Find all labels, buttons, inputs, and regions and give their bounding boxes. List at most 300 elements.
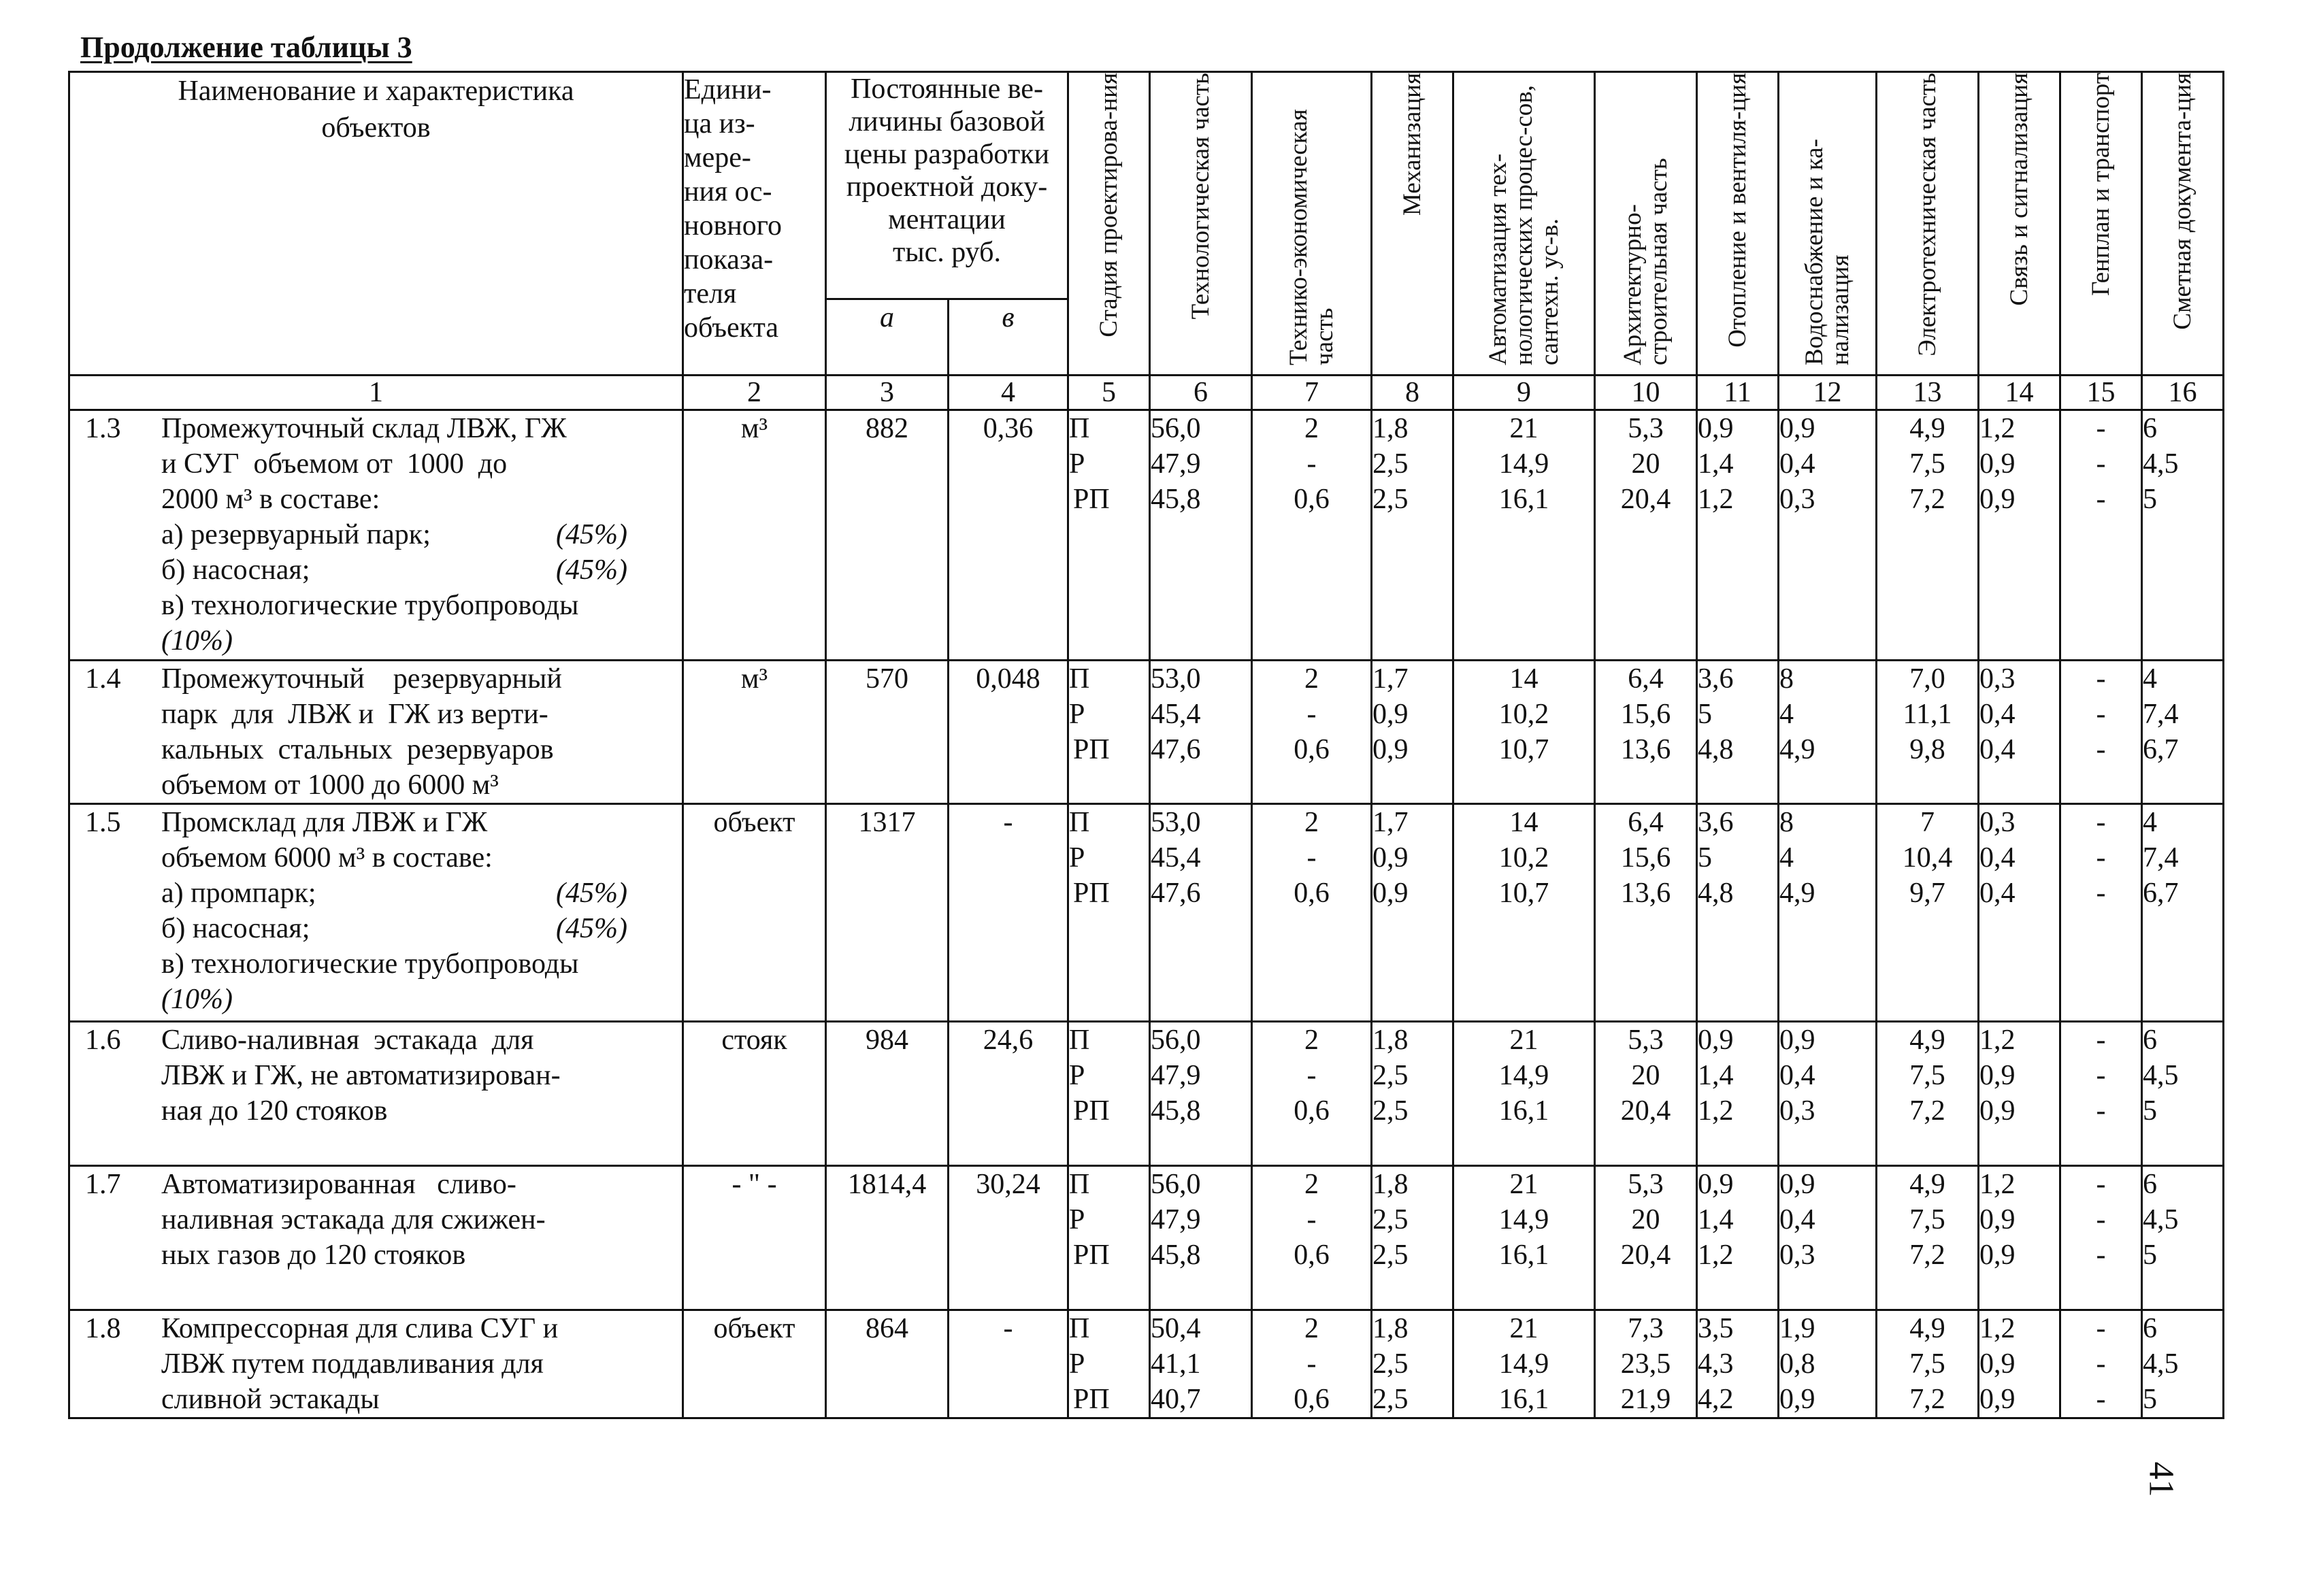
percent-value: 6,4 <box>1628 663 1664 695</box>
percent-value: 9,7 <box>1909 878 1945 909</box>
object-name-line: б) насосная; <box>161 913 310 944</box>
percent-value: 10,4 <box>1902 842 1953 874</box>
percent-value: 0,3 <box>1779 1095 1815 1127</box>
percent-value: - <box>2096 448 2106 480</box>
percent-cell-water <box>1779 661 1877 804</box>
percent-cell-mech <box>1372 804 1453 1022</box>
object-name-line: в) технологические трубопроводы <box>161 590 579 621</box>
header-constants-line: цены разработки <box>844 139 1050 170</box>
percent-value: 7,2 <box>1909 484 1945 515</box>
percent-cell-genplan <box>2060 1166 2142 1310</box>
percent-cell-auto <box>1453 1166 1595 1310</box>
percent-value: 1,2 <box>1979 1025 2016 1056</box>
percent-value: 0,9 <box>1698 1025 1734 1056</box>
percent-value: 5,3 <box>1628 1025 1664 1056</box>
percent-value: 14 <box>1509 663 1539 695</box>
percent-value: 0,9 <box>1779 1169 1815 1200</box>
percent-value: 23,5 <box>1620 1348 1671 1380</box>
percent-cell-elec <box>1877 804 1979 1022</box>
percent-value: - <box>2096 699 2106 730</box>
header-col-comm: Связь и сигнализация <box>1979 72 2060 376</box>
stage-label: РП <box>1073 1384 1110 1415</box>
percent-value: 3,5 <box>1698 1313 1734 1344</box>
percent-value: 0,3 <box>1979 807 2016 838</box>
object-name-line: объемом от 1000 до 6000 м³ <box>161 769 499 801</box>
percent-cell-comm <box>1979 804 2060 1022</box>
percent-value: 7,4 <box>2143 842 2179 874</box>
percent-value: 0,4 <box>1779 1204 1815 1235</box>
header-sub-a: а <box>826 299 949 376</box>
percent-value: 4,5 <box>2143 1348 2179 1380</box>
object-share-percent: (45%) <box>556 913 627 944</box>
column-number: 5 <box>1068 376 1150 410</box>
percent-value: 2 <box>1304 807 1319 838</box>
object-name-line: объемом 6000 м³ в составе: <box>161 842 493 874</box>
percent-value: 1,2 <box>1698 1095 1734 1127</box>
object-name-line: (10%) <box>161 984 233 1015</box>
stage-label: РП <box>1073 734 1110 765</box>
header-unit-line: ца из- <box>684 108 755 139</box>
object-cell <box>69 661 683 804</box>
stage-label: Р <box>1069 842 1085 874</box>
base-price-b-cell: 24,6 <box>949 1022 1068 1166</box>
percent-cell-tech <box>1150 1310 1252 1418</box>
object-name-line: Промежуточный резервуарный <box>161 663 562 695</box>
percent-value: 21 <box>1509 1025 1539 1056</box>
percent-cell-genplan <box>2060 661 2142 804</box>
percent-value: 10,7 <box>1498 734 1549 765</box>
percent-value: 21,9 <box>1620 1384 1671 1415</box>
object-cell <box>69 410 683 661</box>
percent-cell-tech <box>1150 410 1252 661</box>
percent-value: 4,9 <box>1909 1169 1945 1200</box>
percent-cell-elec <box>1877 410 1979 661</box>
percent-value: 4,8 <box>1698 878 1734 909</box>
percent-value: 14 <box>1509 807 1539 838</box>
percent-value: 7,4 <box>2143 699 2179 730</box>
percent-value: 16,1 <box>1498 484 1549 515</box>
object-cell <box>69 1022 683 1166</box>
object-name-line: Промежуточный склад ЛВЖ, ГЖ <box>161 413 567 444</box>
object-name-line: Автоматизированная сливо- <box>161 1169 516 1200</box>
header-unit-cell <box>683 72 826 376</box>
percent-value: 10,7 <box>1498 878 1549 909</box>
percent-value: 1,2 <box>1698 1240 1734 1271</box>
percent-value: 4 <box>2143 807 2157 838</box>
stage-cell <box>1068 1166 1150 1310</box>
percent-value: 16,1 <box>1498 1384 1549 1415</box>
percent-cell-comm <box>1979 410 2060 661</box>
percent-value: 45,8 <box>1151 1095 1201 1127</box>
percent-value: 45,4 <box>1151 842 1201 874</box>
percent-value: 8 <box>1779 663 1794 695</box>
header-constants-cell <box>826 72 1068 299</box>
header-unit-line: новного <box>684 210 782 242</box>
percent-value: 5 <box>2143 484 2157 515</box>
percent-value: 2 <box>1304 413 1319 444</box>
percent-value: 6,7 <box>2143 734 2179 765</box>
percent-value: 2,5 <box>1372 484 1409 515</box>
percent-value: 4,9 <box>1779 878 1815 909</box>
percent-cell-tech <box>1150 804 1252 1022</box>
percent-value: - <box>2096 878 2106 909</box>
percent-value: 0,9 <box>1979 1384 2016 1415</box>
percent-value: 47,9 <box>1151 1060 1201 1091</box>
percent-value: - <box>2096 1348 2106 1380</box>
stage-label: Р <box>1069 1348 1085 1380</box>
stage-label: П <box>1069 663 1090 695</box>
percent-cell-heat <box>1697 1022 1779 1166</box>
percent-value: 4,9 <box>1909 1025 1945 1056</box>
stage-label: П <box>1069 1313 1090 1344</box>
stage-label: П <box>1069 1025 1090 1056</box>
percent-value: 1,8 <box>1372 1169 1409 1200</box>
percent-value: 1,7 <box>1372 663 1409 695</box>
percent-value: 53,0 <box>1151 807 1201 838</box>
percent-cell-tech <box>1150 661 1252 804</box>
header-col-water: Водоснабжение и ка-нализация <box>1779 72 1877 376</box>
header-name-cell: Наименование и характеристика объектов <box>69 72 683 376</box>
percent-value: 1,7 <box>1372 807 1409 838</box>
object-name-line: а) промпарк; <box>161 878 316 909</box>
percent-value: 56,0 <box>1151 1169 1201 1200</box>
object-name-line: б) насосная; <box>161 554 310 586</box>
percent-value: 4,8 <box>1698 734 1734 765</box>
percent-cell-heat <box>1697 410 1779 661</box>
percent-value: 7 <box>1920 807 1935 838</box>
header-sub-b: в <box>949 299 1068 376</box>
column-number: 3 <box>826 376 949 410</box>
percent-value: - <box>2096 1204 2106 1235</box>
percent-value: 6 <box>2143 1313 2157 1344</box>
percent-cell-estimate <box>2142 1310 2224 1418</box>
percent-cell-auto <box>1453 1310 1595 1418</box>
percent-cell-econ <box>1252 410 1372 661</box>
object-name-line: ных газов до 120 стояков <box>161 1240 466 1271</box>
percent-value: 13,6 <box>1620 734 1671 765</box>
base-price-b-cell: - <box>949 1310 1068 1418</box>
object-cell <box>69 1310 683 1418</box>
price-table <box>68 71 2224 1419</box>
base-price-b-cell: 30,24 <box>949 1166 1068 1310</box>
percent-value: 2,5 <box>1372 1204 1409 1235</box>
percent-cell-econ <box>1252 1166 1372 1310</box>
percent-value: 2 <box>1304 663 1319 695</box>
stage-cell <box>1068 1310 1150 1418</box>
column-number: 11 <box>1697 376 1779 410</box>
percent-value: 21 <box>1509 413 1539 444</box>
percent-value: 8 <box>1779 807 1794 838</box>
base-price-a-cell: 1814,4 <box>826 1166 949 1310</box>
column-number: 12 <box>1779 376 1877 410</box>
percent-cell-heat <box>1697 1310 1779 1418</box>
percent-value: 0,9 <box>1979 448 2016 480</box>
header-col-genplan: Генплан и транспорт <box>2060 72 2142 376</box>
header-col-stage: Стадия проектирова-ния <box>1068 72 1150 376</box>
object-cell <box>69 1166 683 1310</box>
percent-cell-econ <box>1252 661 1372 804</box>
percent-value: - <box>2096 1095 2106 1127</box>
object-share-percent: (45%) <box>556 554 627 586</box>
stage-cell <box>1068 661 1150 804</box>
percent-cell-tech <box>1150 1022 1252 1166</box>
object-name-line: сливной эстакады <box>161 1384 380 1415</box>
percent-cell-heat <box>1697 804 1779 1022</box>
percent-value: - <box>1306 448 1317 480</box>
percent-cell-auto <box>1453 804 1595 1022</box>
percent-value: - <box>2096 1240 2106 1271</box>
percent-cell-arch <box>1595 1166 1697 1310</box>
unit-cell: м³ <box>683 661 826 804</box>
percent-value: 4,5 <box>2143 1204 2179 1235</box>
percent-value: 45,4 <box>1151 699 1201 730</box>
column-number: 15 <box>2060 376 2142 410</box>
percent-value: 4 <box>2143 663 2157 695</box>
percent-value: 0,6 <box>1294 1384 1330 1415</box>
header-constants-line: ментации <box>888 204 1006 235</box>
object-name-line: кальных стальных резервуаров <box>161 734 554 765</box>
percent-cell-econ <box>1252 1022 1372 1166</box>
percent-value: - <box>1306 1060 1317 1091</box>
percent-value: - <box>2096 1025 2106 1056</box>
percent-value: 13,6 <box>1620 878 1671 909</box>
percent-value: 2,5 <box>1372 1060 1409 1091</box>
percent-value: 1,8 <box>1372 1313 1409 1344</box>
percent-value: 5,3 <box>1628 1169 1664 1200</box>
stage-label: Р <box>1069 699 1085 730</box>
table-row <box>69 410 2224 661</box>
percent-value: 1,2 <box>1979 1169 2016 1200</box>
percent-cell-water <box>1779 410 1877 661</box>
table-row <box>69 1022 2224 1166</box>
percent-value: - <box>2096 1313 2106 1344</box>
percent-value: - <box>2096 413 2106 444</box>
stage-label: РП <box>1073 484 1110 515</box>
percent-value: 14,9 <box>1498 1060 1549 1091</box>
percent-cell-heat <box>1697 1166 1779 1310</box>
percent-value: 5 <box>2143 1384 2157 1415</box>
object-name-line: Сливо-наливная эстакада для <box>161 1025 534 1056</box>
percent-cell-estimate <box>2142 1166 2224 1310</box>
percent-value: 7,0 <box>1909 663 1945 695</box>
percent-value: 1,2 <box>1979 1313 2016 1344</box>
percent-value: 0,6 <box>1294 484 1330 515</box>
percent-value: 5 <box>2143 1240 2157 1271</box>
percent-cell-elec <box>1877 661 1979 804</box>
percent-cell-genplan <box>2060 804 2142 1022</box>
percent-value: 0,4 <box>1979 842 2016 874</box>
percent-value: 1,4 <box>1698 1204 1734 1235</box>
base-price-a-cell: 1317 <box>826 804 949 1022</box>
percent-value: 14,9 <box>1498 1348 1549 1380</box>
percent-value: 0,9 <box>1979 484 2016 515</box>
object-name-line: парк для ЛВЖ и ГЖ из верти- <box>161 699 548 730</box>
header-constants-line: Постоянные ве- <box>851 73 1043 105</box>
unit-cell: - " - <box>683 1166 826 1310</box>
header-col-heat: Отопление и вентиля-ция <box>1697 72 1779 376</box>
header-col-mech: Механизация <box>1372 72 1453 376</box>
header-col-estimate: Сметная документа-ция <box>2142 72 2224 376</box>
percent-value: 0,6 <box>1294 878 1330 909</box>
percent-cell-comm <box>1979 1022 2060 1166</box>
percent-value: 45,8 <box>1151 1240 1201 1271</box>
percent-cell-arch <box>1595 1310 1697 1418</box>
percent-value: 2 <box>1304 1313 1319 1344</box>
column-number: 16 <box>2142 376 2224 410</box>
header-col-tech: Технологическая часть <box>1150 72 1252 376</box>
stage-label: Р <box>1069 1060 1085 1091</box>
base-price-a-cell: 864 <box>826 1310 949 1418</box>
header-col-econ: Технико-экономическая часть <box>1252 72 1372 376</box>
object-share-percent: (45%) <box>556 519 627 550</box>
percent-value: 15,6 <box>1620 842 1671 874</box>
stage-label: РП <box>1073 1240 1110 1271</box>
percent-value: 11,1 <box>1903 699 1952 730</box>
percent-cell-mech <box>1372 1166 1453 1310</box>
percent-value: 3,6 <box>1698 663 1734 695</box>
percent-cell-water <box>1779 1166 1877 1310</box>
base-price-a-cell: 882 <box>826 410 949 661</box>
object-number: 1.5 <box>85 807 121 838</box>
object-name-line: в) технологические трубопроводы <box>161 948 579 980</box>
percent-value: 0,6 <box>1294 734 1330 765</box>
table-row <box>69 804 2224 1022</box>
percent-cell-comm <box>1979 661 2060 804</box>
percent-value: 0,9 <box>1979 1095 2016 1127</box>
percent-cell-auto <box>1453 1022 1595 1166</box>
percent-value: 0,9 <box>1372 842 1409 874</box>
object-name-line: ЛВЖ и ГЖ, не автоматизирован- <box>161 1060 561 1091</box>
percent-value: 0,8 <box>1779 1348 1815 1380</box>
percent-value: 1,9 <box>1779 1313 1815 1344</box>
header-unit-line: теля <box>684 278 737 310</box>
percent-value: 5 <box>1698 842 1712 874</box>
header-unit-line: Едини- <box>684 74 772 105</box>
percent-value: 0,4 <box>1779 1060 1815 1091</box>
stage-cell <box>1068 1022 1150 1166</box>
stage-label: РП <box>1073 878 1110 909</box>
percent-value: 0,9 <box>1372 734 1409 765</box>
object-share-percent: (45%) <box>556 878 627 909</box>
percent-cell-estimate <box>2142 804 2224 1022</box>
percent-value: 7,3 <box>1628 1313 1664 1344</box>
object-number: 1.3 <box>85 413 121 444</box>
percent-value: - <box>2096 1060 2106 1091</box>
percent-cell-auto <box>1453 661 1595 804</box>
percent-value: 3,6 <box>1698 807 1734 838</box>
header-col-elec: Электротехническая часть <box>1877 72 1979 376</box>
object-cell <box>69 804 683 1022</box>
percent-value: - <box>2096 842 2106 874</box>
percent-cell-genplan <box>2060 1310 2142 1418</box>
percent-value: 0,6 <box>1294 1095 1330 1127</box>
percent-value: 45,8 <box>1151 484 1201 515</box>
percent-value: 0,9 <box>1698 1169 1734 1200</box>
percent-value: 0,9 <box>1779 1384 1815 1415</box>
percent-value: 2 <box>1304 1169 1319 1200</box>
percent-cell-water <box>1779 1022 1877 1166</box>
percent-value: 7,2 <box>1909 1384 1945 1415</box>
stage-label: РП <box>1073 1095 1110 1127</box>
percent-value: 4 <box>1779 842 1794 874</box>
stage-label: П <box>1069 807 1090 838</box>
unit-cell: объект <box>683 1310 826 1418</box>
object-name-line: наливная эстакада для сжижен- <box>161 1204 546 1235</box>
percent-cell-tech <box>1150 1166 1252 1310</box>
column-number: 8 <box>1372 376 1453 410</box>
percent-value: 16,1 <box>1498 1240 1549 1271</box>
table-row <box>69 1166 2224 1310</box>
percent-value: 4,2 <box>1698 1384 1734 1415</box>
base-price-b-cell: 0,36 <box>949 410 1068 661</box>
percent-value: 2,5 <box>1372 448 1409 480</box>
percent-value: 7,5 <box>1909 1204 1945 1235</box>
percent-value: 9,8 <box>1909 734 1945 765</box>
base-price-a-cell: 570 <box>826 661 949 804</box>
column-number: 13 <box>1877 376 1979 410</box>
percent-value: 0,9 <box>1979 1348 2016 1380</box>
percent-value: 41,1 <box>1151 1348 1201 1380</box>
percent-value: 0,3 <box>1779 484 1815 515</box>
percent-value: - <box>1306 1204 1317 1235</box>
percent-cell-water <box>1779 1310 1877 1418</box>
object-name-line: Промсклад для ЛВЖ и ГЖ <box>161 807 488 838</box>
stage-label: Р <box>1069 1204 1085 1235</box>
percent-value: 4 <box>1779 699 1794 730</box>
object-number: 1.6 <box>85 1025 121 1056</box>
base-price-b-cell: - <box>949 804 1068 1022</box>
header-constants-line: проектной доку- <box>846 171 1048 203</box>
object-number: 1.8 <box>85 1313 121 1344</box>
stage-label: П <box>1069 1169 1090 1200</box>
percent-value: 0,9 <box>1372 878 1409 909</box>
percent-value: - <box>2096 734 2106 765</box>
header-unit-line: показа- <box>684 244 774 276</box>
percent-value: 4,3 <box>1698 1348 1734 1380</box>
percent-value: 0,9 <box>1779 1025 1815 1056</box>
percent-value: 6 <box>2143 413 2157 444</box>
percent-value: 4,5 <box>2143 448 2179 480</box>
percent-value: 5,3 <box>1628 413 1664 444</box>
percent-value: 47,6 <box>1151 878 1201 909</box>
percent-value: 1,8 <box>1372 413 1409 444</box>
percent-value: 0,9 <box>1979 1240 2016 1271</box>
percent-cell-mech <box>1372 661 1453 804</box>
percent-cell-mech <box>1372 1310 1453 1418</box>
percent-value: 6 <box>2143 1025 2157 1056</box>
percent-value: - <box>2096 484 2106 515</box>
percent-value: 1,8 <box>1372 1025 1409 1056</box>
percent-value: 0,9 <box>1979 1204 2016 1235</box>
percent-cell-genplan <box>2060 410 2142 661</box>
percent-cell-mech <box>1372 410 1453 661</box>
percent-value: 7,5 <box>1909 1060 1945 1091</box>
percent-value: 21 <box>1509 1313 1539 1344</box>
table-row <box>69 661 2224 804</box>
percent-value: 0,6 <box>1294 1240 1330 1271</box>
percent-value: 0,4 <box>1979 699 2016 730</box>
percent-value: 4,9 <box>1909 1313 1945 1344</box>
stage-label: Р <box>1069 448 1085 480</box>
percent-cell-arch <box>1595 661 1697 804</box>
percent-value: 47,9 <box>1151 448 1201 480</box>
percent-value: - <box>1306 842 1317 874</box>
column-number: 10 <box>1595 376 1697 410</box>
table-row <box>69 1310 2224 1418</box>
percent-value: 20 <box>1631 448 1660 480</box>
object-name-line: (10%) <box>161 625 233 656</box>
percent-value: 56,0 <box>1151 413 1201 444</box>
